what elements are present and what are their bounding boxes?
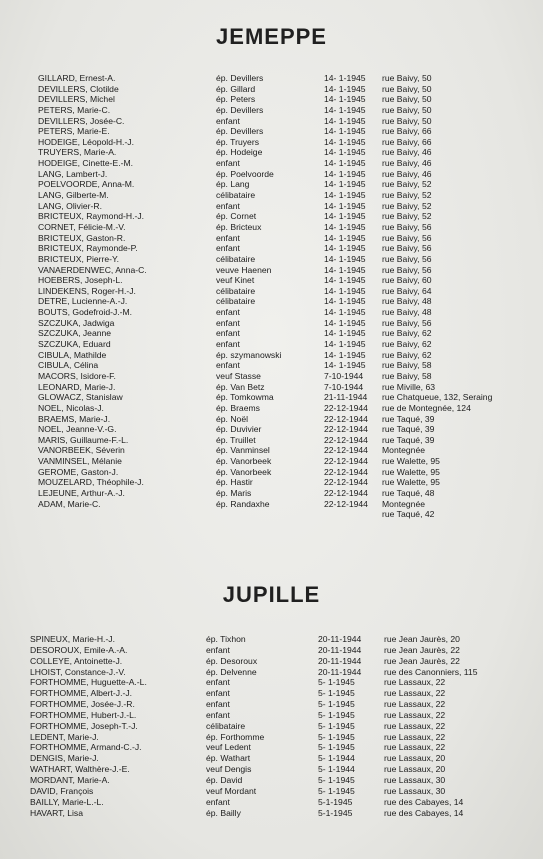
list-item <box>0 360 543 371</box>
list-item <box>0 147 543 158</box>
list-item <box>0 732 543 743</box>
date: 14- 1-1945 <box>324 317 366 328</box>
address: rue Taqué, 42 <box>382 509 435 520</box>
date: 14- 1-1945 <box>324 73 366 83</box>
address: rue Baivy, 48 <box>382 296 432 307</box>
relation: enfant <box>216 328 240 339</box>
section-title-jupille: JUPILLE <box>222 582 321 607</box>
address: rue Walette, 95 <box>382 456 440 467</box>
person-name: HOEBERS, Joseph-L. <box>38 275 123 286</box>
address: rue Baivy, 62 <box>382 328 432 339</box>
list-item <box>0 318 543 329</box>
relation: ép. Gillard <box>216 83 256 94</box>
relation: enfant <box>216 232 240 243</box>
date: 14- 1-1945 <box>324 200 366 211</box>
list-item <box>0 105 543 116</box>
list-item <box>0 688 543 699</box>
list-item <box>0 116 543 127</box>
person-name: CORNET, Félicie-M.-V. <box>38 221 126 232</box>
relation: enfant <box>216 339 240 350</box>
person-name: PETERS, Marie-E. <box>38 126 110 137</box>
relation: ép. Desoroux <box>206 655 258 666</box>
date: 21-11-1944 <box>324 392 368 403</box>
relation: enfant <box>206 688 230 699</box>
address: rue Baivy, 52 <box>382 179 432 190</box>
list-item <box>0 339 543 350</box>
relation: ép. Bailly <box>206 807 241 818</box>
address: rue Taqué, 39 <box>382 434 435 445</box>
list-item <box>0 201 543 212</box>
list-item <box>0 169 543 180</box>
list-item <box>0 222 543 233</box>
list-item <box>0 667 543 678</box>
address: rue Baivy, 62 <box>382 349 432 360</box>
list-item <box>0 275 543 286</box>
date: 14- 1-1945 <box>324 83 366 94</box>
list-item <box>0 179 543 190</box>
relation: ép. Delvenne <box>206 666 257 677</box>
date: 14- 1-1945 <box>324 158 366 169</box>
relation: ép. Devillers <box>216 104 264 115</box>
victims-list-jupille <box>0 634 543 818</box>
list-item <box>0 233 543 244</box>
person-name: COLLEYE, Antoinette-J. <box>30 655 123 666</box>
address: rue Baivy, 66 <box>382 136 432 147</box>
list-item <box>0 126 543 137</box>
date: 14- 1-1945 <box>324 190 366 201</box>
address: rue Jean Jaurès, 22 <box>384 644 460 655</box>
address: rue Baivy, 46 <box>382 147 432 158</box>
date: 5- 1-1945 <box>318 720 355 731</box>
relation: célibataire <box>206 720 246 731</box>
date: 7-10-1944 <box>324 381 364 392</box>
date: 22-12-1944 <box>324 445 368 456</box>
person-name: DENGIS, Marie-J. <box>30 753 99 764</box>
address: rue Baivy, 60 <box>382 275 432 286</box>
relation: enfant <box>206 796 230 807</box>
relation: enfant <box>206 677 230 688</box>
list-item <box>0 328 543 339</box>
address: rue Baivy, 46 <box>382 168 432 179</box>
list-item <box>0 435 543 446</box>
date: 20-11-1944 <box>318 634 362 644</box>
date: 14- 1-1945 <box>324 147 366 158</box>
list-item <box>0 158 543 169</box>
relation: ép. Tomkowma <box>216 392 274 403</box>
list-item <box>0 509 543 520</box>
address: rue Taqué, 48 <box>382 487 435 498</box>
address: rue Miville, 63 <box>382 381 436 392</box>
address: rue Lassaux, 22 <box>384 677 446 688</box>
address: rue Chatqueue, 132, Seraing <box>382 392 493 403</box>
relation: ép. Hastir <box>216 477 253 488</box>
relation: enfant <box>206 699 230 710</box>
person-name: GEROME, Gaston-J. <box>38 466 119 477</box>
person-name: HODEIGE, Cinette-E.-M. <box>38 158 134 169</box>
address: Montegnée <box>382 445 426 456</box>
person-name: LEJEUNE, Arthur-A.-J. <box>38 487 125 498</box>
relation: enfant <box>206 709 230 720</box>
address: rue Baivy, 50 <box>382 94 432 105</box>
date: 5- 1-1945 <box>318 774 355 785</box>
list-item <box>0 371 543 382</box>
address: rue des Cabayes, 14 <box>384 796 464 807</box>
list-item <box>0 403 543 414</box>
date: 22-12-1944 <box>324 466 368 477</box>
list-item <box>0 286 543 297</box>
person-name: BAILLY, Marie-L.-L. <box>30 796 104 807</box>
list-item <box>0 677 543 688</box>
address: rue Walette, 95 <box>382 477 440 488</box>
date: 14- 1-1945 <box>324 264 366 275</box>
date: 5- 1-1945 <box>318 688 355 699</box>
person-name: DAVID, François <box>30 785 94 796</box>
address: rue Baivy, 58 <box>382 360 432 371</box>
relation: veuf Mordant <box>206 785 257 796</box>
date: 14- 1-1945 <box>324 94 366 105</box>
list-item <box>0 797 543 808</box>
list-item <box>0 307 543 318</box>
person-name: SZCZUKA, Jeanne <box>38 328 112 339</box>
person-name: DEVILLERS, Josée-C. <box>38 115 125 126</box>
relation: ép. Bricteux <box>216 221 262 232</box>
relation: ép. Maris <box>216 487 252 498</box>
relation: ép. Cornet <box>216 211 257 222</box>
relation: ép. Peters <box>216 94 256 105</box>
person-name: NOEL, Nicolas-J. <box>38 402 104 413</box>
list-item <box>0 392 543 403</box>
address: rue Baivy, 48 <box>382 307 432 318</box>
date: 14- 1-1945 <box>324 275 366 286</box>
date: 5- 1-1945 <box>318 731 355 742</box>
date: 22-12-1944 <box>324 477 368 488</box>
address: rue Baivy, 56 <box>382 232 432 243</box>
list-item <box>0 488 543 499</box>
address: rue Baivy, 56 <box>382 243 432 254</box>
date: 7-10-1944 <box>324 370 364 381</box>
date: 22-12-1944 <box>324 498 368 509</box>
relation: ép. Vanminsel <box>216 445 270 456</box>
victims-list-jemeppe <box>0 73 543 520</box>
date: 14- 1-1945 <box>324 360 366 371</box>
list-item <box>0 265 543 276</box>
date: 14- 1-1945 <box>324 104 366 115</box>
person-name: HAVART, Lisa <box>30 807 84 818</box>
list-item <box>0 775 543 786</box>
relation: ép. Wathart <box>206 753 251 764</box>
person-name: HODEIGE, Léopold-H.-J. <box>38 136 134 147</box>
relation: ép. Vanorbeek <box>216 466 272 477</box>
person-name: LINDEKENS, Roger-H.-J. <box>38 285 136 296</box>
relation: ép. Randaxhe <box>216 498 270 509</box>
date: 14- 1-1945 <box>324 253 366 264</box>
person-name: DETRE, Lucienne-A.-J. <box>38 296 128 307</box>
relation: ép. Devillers <box>216 126 264 137</box>
person-name: FORTHOMME, Josée-J.-R. <box>30 699 135 710</box>
list-item <box>0 190 543 201</box>
person-name: GLOWACZ, Stanislaw <box>38 392 123 403</box>
date: 14- 1-1945 <box>324 232 366 243</box>
person-name: FORTHOMME, Armand-C.-J. <box>30 742 142 753</box>
address: rue Baivy, 52 <box>382 200 432 211</box>
date: 5-1-1945 <box>318 807 353 818</box>
address: rue des Cabayes, 14 <box>384 807 464 818</box>
date: 5- 1-1945 <box>318 699 355 710</box>
address: rue Jean Jaurès, 20 <box>384 634 460 644</box>
address: rue Lassaux, 30 <box>384 785 446 796</box>
person-name: FORTHOMME, Huguette-A.-L. <box>30 677 147 688</box>
list-item <box>0 742 543 753</box>
relation: ép. Truillet <box>216 434 256 445</box>
relation: ép. Van Betz <box>216 381 265 392</box>
relation: enfant <box>216 158 240 169</box>
relation: enfant <box>216 243 240 254</box>
relation: enfant <box>216 317 240 328</box>
address: rue Jean Jaurès, 22 <box>384 655 460 666</box>
person-name: VANAERDENWEC, Anna-C. <box>38 264 147 275</box>
relation: ép. Noël <box>216 413 249 424</box>
relation: ép. Forthomme <box>206 731 265 742</box>
address: rue Baivy, 56 <box>382 221 432 232</box>
person-name: MOUZELARD, Théophile-J. <box>38 477 144 488</box>
list-item <box>0 211 543 222</box>
relation: enfant <box>216 200 240 211</box>
address: rue Lassaux, 22 <box>384 709 446 720</box>
address: rue Baivy, 56 <box>382 317 432 328</box>
list-item <box>0 467 543 478</box>
date: 14- 1-1945 <box>324 243 366 254</box>
person-name: WATHART, Walthère-J.-E. <box>30 764 130 775</box>
relation: célibataire <box>216 285 256 296</box>
date: 22-12-1944 <box>324 456 368 467</box>
list-item <box>0 645 543 656</box>
relation: enfant <box>216 307 240 318</box>
person-name: TRUYERS, Marie-A. <box>38 147 117 158</box>
person-name: DEVILLERS, Michel <box>38 94 115 105</box>
person-name: GILLARD, Ernest-A. <box>38 73 116 83</box>
relation: célibataire <box>216 296 256 307</box>
person-name: SZCZUKA, Jadwiga <box>38 317 115 328</box>
list-item <box>0 94 543 105</box>
list-item <box>0 445 543 456</box>
address: rue Baivy, 50 <box>382 83 432 94</box>
date: 14- 1-1945 <box>324 221 366 232</box>
address: rue de Montegnée, 124 <box>382 402 471 413</box>
date: 14- 1-1945 <box>324 285 366 296</box>
address: rue Baivy, 50 <box>382 104 432 115</box>
person-name: LHOIST, Constance-J.-V. <box>30 666 126 677</box>
person-name: BRAEMS, Marie-J. <box>38 413 111 424</box>
list-item <box>0 73 543 84</box>
date: 22-12-1944 <box>324 402 368 413</box>
date: 5- 1-1944 <box>318 753 355 764</box>
address: rue Baivy, 58 <box>382 370 432 381</box>
list-item <box>0 656 543 667</box>
relation: ép. Braems <box>216 402 260 413</box>
address: rue Baivy, 64 <box>382 285 432 296</box>
address: rue Lassaux, 30 <box>384 774 446 785</box>
address: rue Baivy, 66 <box>382 126 432 137</box>
person-name: VANMINSEL, Mélanie <box>38 456 122 467</box>
person-name: LEDENT, Marie-J. <box>30 731 99 742</box>
address: rue Baivy, 56 <box>382 264 432 275</box>
relation: ép. Devillers <box>216 73 264 83</box>
person-name: BRICTEUX, Pierre-Y. <box>38 253 120 264</box>
relation: célibataire <box>216 190 256 201</box>
person-name: LANG, Olivier-R. <box>38 200 102 211</box>
person-name: BRICTEUX, Raymonde-P. <box>38 243 138 254</box>
date: 5- 1-1944 <box>318 764 355 775</box>
date: 14- 1-1945 <box>324 168 366 179</box>
date: 14- 1-1945 <box>324 136 366 147</box>
list-item <box>0 699 543 710</box>
list-item <box>0 382 543 393</box>
list-item <box>0 808 543 819</box>
person-name: BOUTS, Godefroid-J.-M. <box>38 307 133 318</box>
address: rue Lassaux, 20 <box>384 753 446 764</box>
relation: veuf Kinet <box>216 275 255 286</box>
relation: veuve Haenen <box>216 264 272 275</box>
list-item <box>0 424 543 435</box>
person-name: FORTHOMME, Joseph-T.-J. <box>30 720 138 731</box>
date: 14- 1-1945 <box>324 296 366 307</box>
date: 22-12-1944 <box>324 413 368 424</box>
list-item <box>0 753 543 764</box>
relation: ép. Lang <box>216 179 250 190</box>
relation: ép. Tixhon <box>206 634 246 644</box>
address: rue Baivy, 62 <box>382 339 432 350</box>
person-name: MARIS, Guillaume-F.-L. <box>38 434 129 445</box>
person-name: DESOROUX, Emile-A.-A. <box>30 644 128 655</box>
list-item <box>0 456 543 467</box>
address: rue Baivy, 50 <box>382 115 432 126</box>
relation: veuf Stasse <box>216 370 261 381</box>
relation: veuf Ledent <box>206 742 251 753</box>
person-name: VANORBEEK, Séverin <box>38 445 125 456</box>
list-item <box>0 137 543 148</box>
address: rue Baivy, 46 <box>382 158 432 169</box>
person-name: LEONARD, Marie-J. <box>38 381 116 392</box>
section-title-jemeppe: JEMEPPE <box>216 24 327 49</box>
address: rue Lassaux, 22 <box>384 731 446 742</box>
address: rue Lassaux, 20 <box>384 764 446 775</box>
date: 14- 1-1945 <box>324 115 366 126</box>
relation: ép. David <box>206 774 243 785</box>
date: 14- 1-1945 <box>324 328 366 339</box>
person-name: LANG, Gilberte-M. <box>38 190 109 201</box>
relation: enfant <box>206 644 230 655</box>
date: 14- 1-1945 <box>324 307 366 318</box>
relation: ép. Hodeige <box>216 147 263 158</box>
address: rue Taqué, 39 <box>382 424 435 435</box>
list-item <box>0 296 543 307</box>
address: Montegnée <box>382 498 426 509</box>
list-item <box>0 477 543 488</box>
date: 5- 1-1945 <box>318 677 355 688</box>
person-name: POELVOORDE, Anna-M. <box>38 179 135 190</box>
address: rue Baivy, 52 <box>382 190 432 201</box>
list-item <box>0 710 543 721</box>
relation: ép. Truyers <box>216 136 259 147</box>
list-item <box>0 84 543 95</box>
address: rue Taqué, 39 <box>382 413 435 424</box>
list-item <box>0 786 543 797</box>
list-item <box>0 634 543 645</box>
date: 20-11-1944 <box>318 655 362 666</box>
date: 5- 1-1945 <box>318 709 355 720</box>
relation: célibataire <box>216 253 256 264</box>
date: 14- 1-1945 <box>324 339 366 350</box>
person-name: FORTHOMME, Albert-J.-J. <box>30 688 133 699</box>
address: rue Baivy, 56 <box>382 253 432 264</box>
date: 20-11-1944 <box>318 666 362 677</box>
person-name: PETERS, Marie-C. <box>38 104 111 115</box>
address: rue Lassaux, 22 <box>384 688 446 699</box>
relation: veuf Dengis <box>206 764 252 775</box>
list-item <box>0 350 543 361</box>
person-name: MACORS, Isidore-F. <box>38 370 116 381</box>
relation: ép. Vanorbeek <box>216 456 272 467</box>
person-name: DEVILLERS, Clotilde <box>38 83 119 94</box>
person-name: SZCZUKA, Eduard <box>38 339 111 350</box>
address: rue des Canonniers, 115 <box>384 666 478 677</box>
date: 5-1-1945 <box>318 796 353 807</box>
list-item <box>0 414 543 425</box>
address: rue Lassaux, 22 <box>384 720 446 731</box>
date: 5- 1-1945 <box>318 742 355 753</box>
person-name: SPINEUX, Marie-H.-J. <box>30 634 115 644</box>
person-name: CIBULA, Mathilde <box>38 349 107 360</box>
person-name: BRICTEUX, Raymond-H.-J. <box>38 211 145 222</box>
list-item <box>0 243 543 254</box>
address: rue Baivy, 52 <box>382 211 432 222</box>
relation: ép. szymanowski <box>216 349 282 360</box>
person-name: CIBULA, Célina <box>38 360 99 371</box>
list-item <box>0 254 543 265</box>
date: 14- 1-1945 <box>324 211 366 222</box>
address: rue Baivy, 50 <box>382 73 432 83</box>
date: 22-12-1944 <box>324 434 368 445</box>
person-name: LANG, Lambert-J. <box>38 168 108 179</box>
person-name: FORTHOMME, Hubert-J.-L. <box>30 709 137 720</box>
person-name: MORDANT, Marie-A. <box>30 774 110 785</box>
address: rue Lassaux, 22 <box>384 699 446 710</box>
date: 22-12-1944 <box>324 487 368 498</box>
person-name: NOEL, Jeanne-V.-G. <box>38 424 117 435</box>
date: 5- 1-1945 <box>318 785 355 796</box>
address: rue Walette, 95 <box>382 466 440 477</box>
list-item <box>0 721 543 732</box>
person-name: ADAM, Marie-C. <box>38 498 101 509</box>
relation: enfant <box>216 115 240 126</box>
date: 14- 1-1945 <box>324 179 366 190</box>
relation: enfant <box>216 360 240 371</box>
list-item <box>0 499 543 510</box>
date: 14- 1-1945 <box>324 349 366 360</box>
person-name: BRICTEUX, Gaston-R. <box>38 232 126 243</box>
date: 20-11-1944 <box>318 644 362 655</box>
relation: ép. Duvivier <box>216 424 262 435</box>
date: 14- 1-1945 <box>324 126 366 137</box>
date: 22-12-1944 <box>324 424 368 435</box>
list-item <box>0 764 543 775</box>
address: rue Lassaux, 22 <box>384 742 446 753</box>
relation: ép. Poelvoorde <box>216 168 274 179</box>
